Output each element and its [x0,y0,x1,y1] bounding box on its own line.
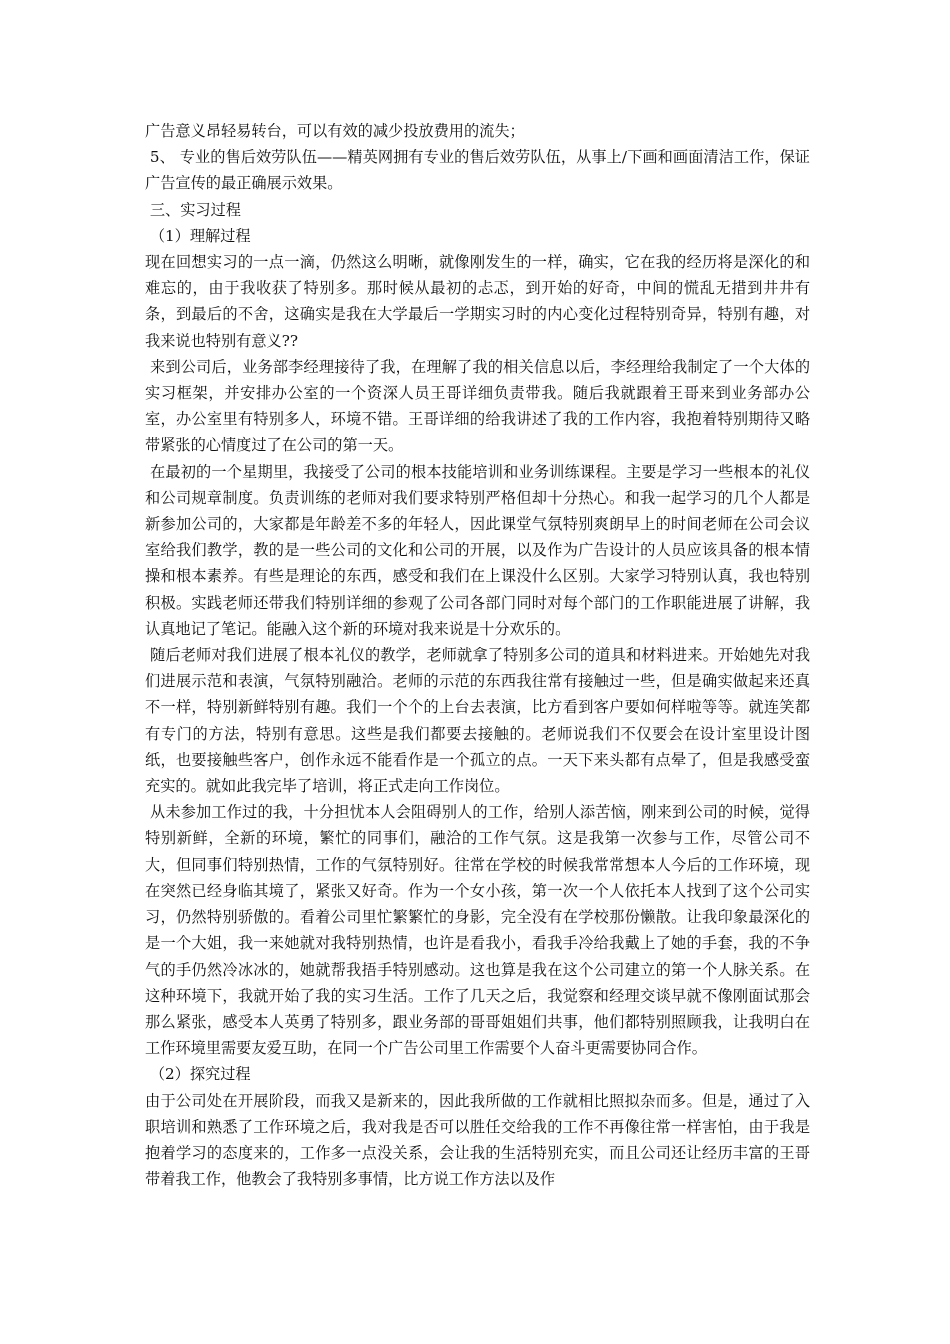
paragraph-first-job: 从未参加工作过的我，十分担忧本人会阻碍别人的工作，给别人添苦恼，刚来到公司的时候，觉得特别新鲜，全新的环境，繁忙的同事们，融洽的工作气氛。这是我第一次参与工作，尽管公司不大，但同事们特别热情，工作的气氛特别好。往常在学校的时候我常常想本人今后的工作环境，现在突然已经身临其境了，紧张又好奇。作为一个女小孩，第一次一个人依托本人找到了这个公司实习，仍然特别骄傲的。看着公司里忙繁繁忙的身影，完全没有在学校那份懒散。让我印象最深化的是一个大姐，我一来她就对我特别热情，也许是看我小，看我手冷给我戴上了她的手套，我的不争气的手仍然冷冰冰的，她就帮我捂手特别感动。这也算是我在这个公司建立的第一个人脉关系。在这种环境下，我就开始了我的实习生活。工作了几天之后，我觉察和经理交谈早就不像刚面试那会那么紧张，感受本人英勇了特别多，跟业务部的哥哥姐姐们共事，他们都特别照顾我，让我明白在工作环境里需要友爱互助，在同一个广告公司里工作需要个人奋斗更需要协同合作。 [145,803,811,1058]
paragraph-arrival: 来到公司后，业务部李经理接待了我，在理解了我的相关信息以后，李经理给我制定了一个大体的实习框架，并安排办公室的一个资深人员王哥详细负责带我。随后我就跟着王哥来到业务部办公室，办公室里有特别多人，环境不错。王哥详细的给我讲述了我的工作内容，我抱着特别期待又略带紧张的心情度过了在公司的第一天。 [145,357,811,455]
subsection-heading-understanding: （1）理解过程 [145,226,251,245]
paragraph-workload: 由于公司处在开展阶段，而我又是新来的，因此我所做的工作就相比照拟杂而多。但是，通过了入职培训和熟悉了工作环境之后，我对我是否可以胜任交给我的工作不再像往常一样害怕，由于我是抱着学习的态度来的，工作多一点没关系，会让我的生活特别充实，而且公司还让经历丰富的王哥带着我工作，他教会了我特别多事情，比方说工作方法以及作 [145,1091,810,1189]
paragraph-ad-intro: 广告意义昂轻易转台，可以有效的减少投放费用的流失； [145,122,525,140]
document-page [145,118,810,1192]
paragraph-after-sales-team: 5、 专业的售后效劳队伍——精英网拥有专业的售后效劳队伍，从事上/下画和画面清洁工作，保证广告宣传的最正确展示效果。 [145,148,810,193]
section-heading-internship-process: 三、实习过程 [145,200,241,219]
paragraph-etiquette-teaching: 随后老师对我们进展了根本礼仪的教学，老师就拿了特别多公司的道具和材料进来。开始她先对我们进展示范和表演，气氛特别融洽。老师的示范的东西我往常有接触过一些，但是确实做起来还真不一样，特别新鲜特别有趣。我们一个个的上台去表演，比方看到客户要如何样啦等等。就连笑都有专门的方法，特别有意思。这些是我们都要去接触的。老师说我们不仅要会在设计室里设计图纸，也要接触些客户，创作永远不能看作是一个孤立的点。一天下来头都有点晕了，但是我感受蛮充实的。就如此我完毕了培训，将正式走向工作岗位。 [145,646,811,796]
subsection-heading-exploration: （2）探究过程 [145,1065,251,1084]
paragraph-recollection: 现在回想实习的一点一滴，仍然这么明晰，就像刚发生的一样，确实，它在我的经历将是深化的和难忘的，由于我收获了特别多。那时候从最初的忐忑，到开始的好奇，中间的慌乱无措到井井有条，到最后的不舍，这确实是我在大学最后一学期实习时的内心变化过程特别奇异，特别有趣，对我来说也特别有意义?? [145,253,810,350]
paragraph-first-week-training: 在最初的一个星期里，我接受了公司的根本技能培训和业务训练课程。主要是学习一些根本的礼仪和公司规章制度。负责训练的老师对我们要求特别严格但却十分热心。和我一起学习的几个人都是新参加公司的，大家都是年龄差不多的年轻人，因此课堂气氛特别爽朗早上的时间老师在公司会议室给我们教学，教的是一些公司的文化和公司的开展，以及作为广告设计的人员应该具备的根本情操和根本素养。有些是理论的东西，感受和我们在上课没什么区别。大家学习特别认真，我也特别积极。实践老师还带我们特别详细的参观了公司各部门同时对每个部门的工作职能进展了讲解，我认真地记了笔记。能融入这个新的环境对我来说是十分欢乐的。 [145,462,811,638]
